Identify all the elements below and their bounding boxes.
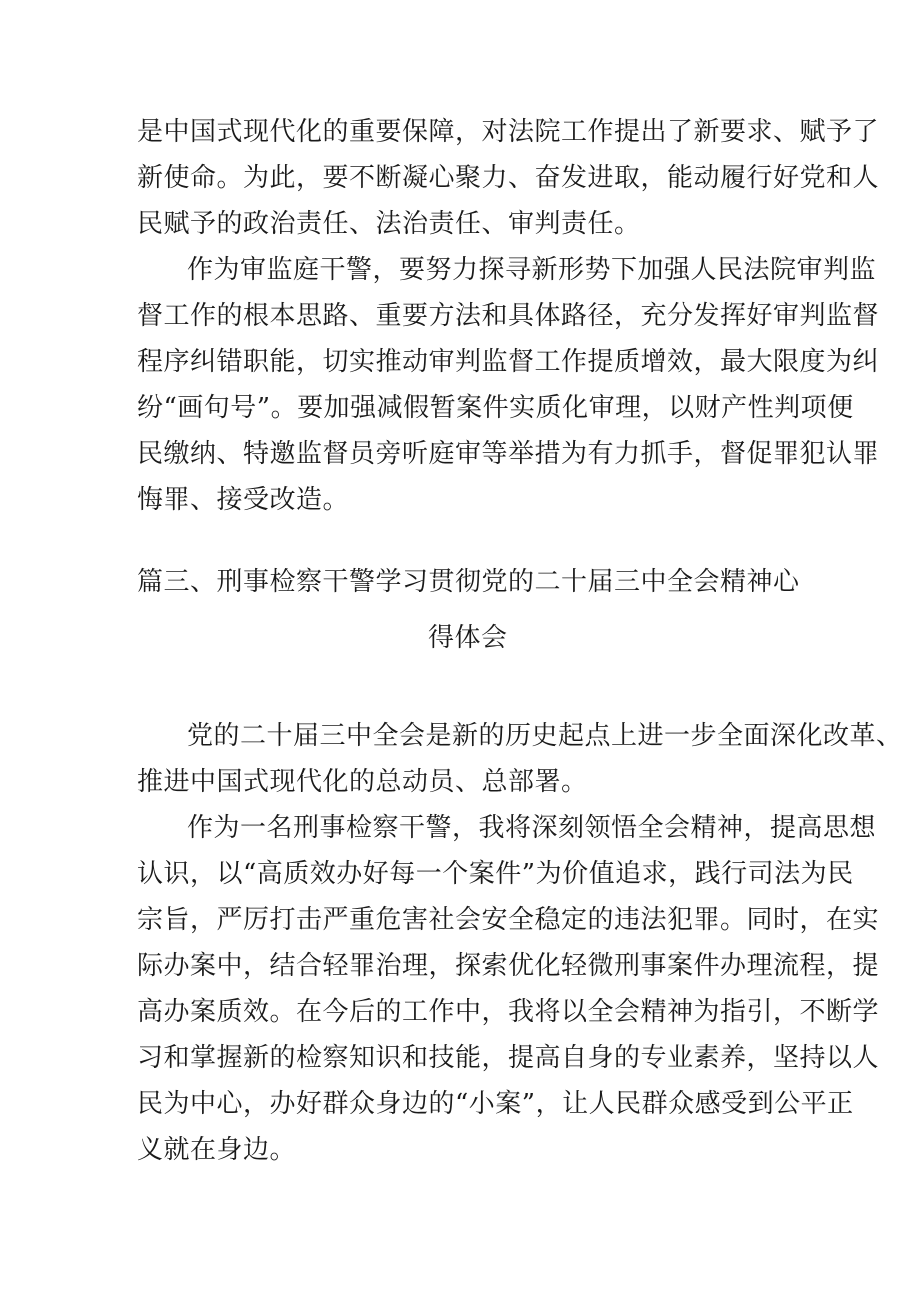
paragraph-line: 是中国式现代化的重要保障，对法院工作提出了新要求、赋予了 (137, 117, 880, 147)
paragraph-line: 程序纠错职能，切实推动审判监督工作提质增效，最大限度为纠 (137, 347, 880, 377)
paragraph-line: 作为一名刑事检察干警，我将深刻领悟全会精神，提高思想 (187, 813, 877, 843)
paragraph-line: 纷“画句号”。要加强减假暂案件实质化审理，以财产性判项便 (137, 393, 854, 423)
section-title: 篇三、刑事检察干警学习贯彻党的二十届三中全会精神心 (137, 567, 800, 597)
paragraph-line: 督工作的根本思路、重要方法和具体路径，充分发挥好审判监督 (137, 301, 880, 331)
paragraph-line: 际办案中，结合轻罪治理，探索优化轻微刑事案件办理流程，提 (137, 951, 880, 981)
paragraph-line: 义就在身边。 (137, 1135, 297, 1165)
paragraph-line: 认识，以“高质效办好每一个案件”为价值追求，践行司法为民 (137, 859, 854, 889)
paragraph-line: 作为审监庭干警，要努力探寻新形势下加强人民法院审判监 (187, 255, 877, 285)
paragraph-line: 新使命。为此，要不断凝心聚力、奋发进取，能动履行好党和人 (137, 163, 880, 193)
paragraph-line: 宗旨，严厉打击严重危害社会安全稳定的违法犯罪。同时，在实 (137, 905, 880, 935)
paragraph-line: 民缴纳、特邀监督员旁听庭审等举措为有力抓手，督促罪犯认罪 (137, 439, 880, 469)
paragraph-line: 党的二十届三中全会是新的历史起点上进一步全面深化改革、 (187, 721, 903, 751)
paragraph-line: 推进中国式现代化的总动员、总部署。 (137, 767, 588, 797)
paragraph-line: 悔罪、接受改造。 (137, 485, 350, 515)
section-title-continued: 得体会 (428, 623, 508, 653)
paragraph-line: 高办案质效。在今后的工作中，我将以全会精神为指引，不断学 (137, 997, 880, 1027)
paragraph-line: 习和掌握新的检察知识和技能，提高自身的专业素养，坚持以人 (137, 1043, 880, 1073)
paragraph-line: 民赋予的政治责任、法治责任、审判责任。 (137, 209, 641, 239)
paragraph-line: 民为中心，办好群众身边的“小案”，让人民群众感受到公平正 (137, 1089, 854, 1119)
